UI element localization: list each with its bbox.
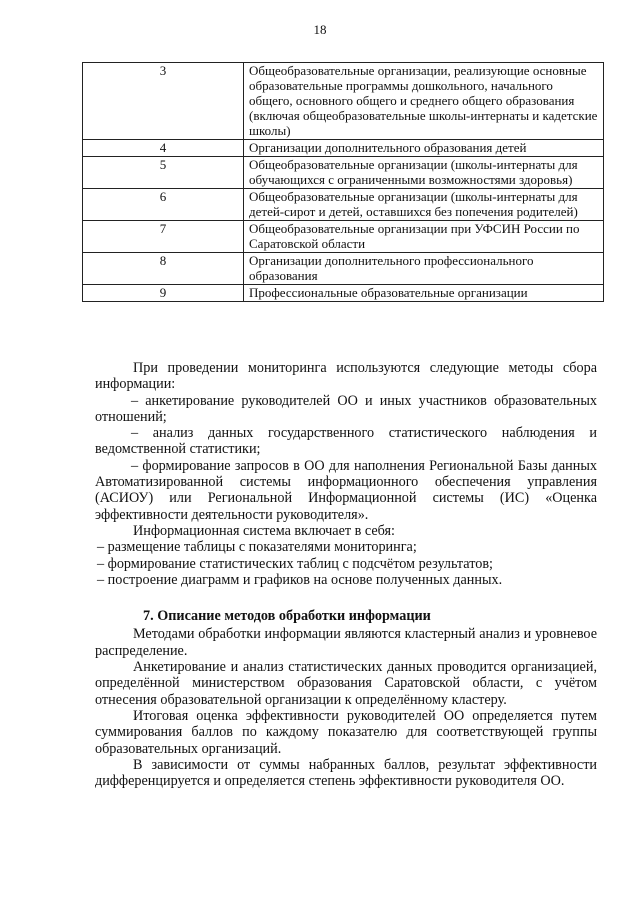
row-number: 6	[83, 189, 244, 221]
info-system-intro: Информационная система включает в себя:	[133, 522, 395, 539]
row-number: 5	[83, 157, 244, 189]
table-row	[83, 140, 604, 157]
table-row	[83, 285, 604, 302]
organization-types-table	[82, 62, 604, 302]
section-paragraph: Методами обработки информации являются кластерный анализ и уровневое распределение.	[95, 626, 597, 659]
method-item: – анкетирование руководителей ОО и иных участников образовательных отношений;	[95, 392, 597, 425]
row-description: Организации дополнительного образования детей	[244, 140, 604, 157]
section-heading: 7. Описание методов обработки информации	[143, 608, 431, 625]
page-number: 18	[313, 22, 327, 37]
row-description: Общеобразовательные организации, реализующие основные образовательные программы дошкольного, начального общего, основного общего и среднего общего образования (включая общеобразовательные школы-интернаты и кадетские школы)	[244, 63, 604, 140]
row-description: Общеобразовательные организации (школы-интернаты для детей-сирот и детей, оставшихся без попечения родителей)	[244, 189, 604, 221]
method-item: – анализ данных государственного статистического наблюдения и ведомственной статистики;	[95, 425, 597, 458]
methods-intro: При проведении мониторинга используются следующие методы сбора информации:	[95, 360, 597, 393]
row-number: 7	[83, 221, 244, 253]
row-description: Общеобразовательные организации при УФСИН России по Саратовской области	[244, 221, 604, 253]
row-number: 3	[83, 63, 244, 140]
row-description: Общеобразовательные организации (школы-интернаты для обучающихся с ограниченными возможностями здоровья)	[244, 157, 604, 189]
row-description: Организации дополнительного профессионального образования	[244, 253, 604, 285]
row-number: 9	[83, 285, 244, 302]
method-item: – формирование запросов в ОО для наполнения Региональной Базы данных Автоматизированной системы информационного обеспечения управления (АСИОУ) или Региональной Информационной системы (ИС) «Оценка эффективности деятельности руководителя».	[95, 457, 597, 523]
info-system-item: – размещение таблицы с показателями мониторинга;	[97, 539, 417, 556]
info-system-item: – построение диаграмм и графиков на основе полученных данных.	[97, 571, 503, 588]
row-number: 8	[83, 253, 244, 285]
section-paragraph: Итоговая оценка эффективности руководителей ОО определяется путем суммирования баллов по каждому показателю для соответствующей группы образовательных организаций.	[95, 707, 597, 757]
table-row	[83, 63, 604, 140]
table-row	[83, 253, 604, 285]
section-paragraph: Анкетирование и анализ статистических данных проводится организацией, определённой министерством образования Саратовской области, с учётом отнесения образовательной организации к определённому кластеру.	[95, 659, 597, 708]
row-number: 4	[83, 140, 244, 157]
table-row	[83, 189, 604, 221]
document-body	[95, 360, 597, 789]
info-system-item: – формирование статистических таблиц с подсчётом результатов;	[97, 555, 493, 572]
table-row	[83, 157, 604, 189]
table-row	[83, 221, 604, 253]
section-paragraph: В зависимости от суммы набранных баллов, результат эффективности дифференцируется и определяется степень эффективности руководителя ОО.	[95, 756, 597, 790]
row-description: Профессиональные образовательные организации	[244, 285, 604, 302]
